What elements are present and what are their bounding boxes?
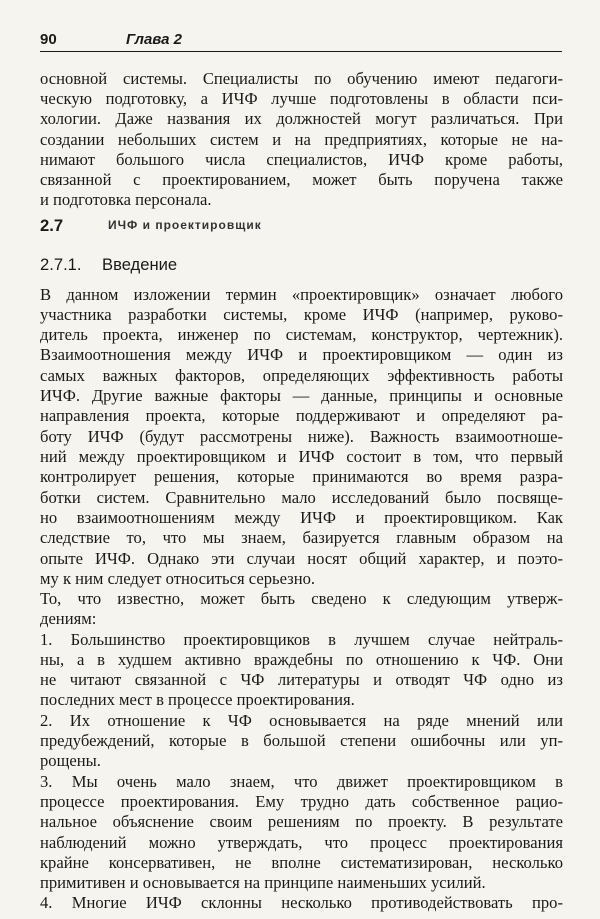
text-line: 2. Их отношение к ЧФ основывается на ряде мнений или [40, 711, 563, 730]
text-line: ческую подготовку, а ИЧФ лучше подготовлены в области пси- [40, 89, 563, 108]
text-line: рощены. [40, 751, 101, 770]
text-line: участника разработки системы, кроме ИЧФ (например, руково- [40, 305, 563, 324]
text-line: нимают большого числа специалистов, ИЧФ кроме работы, [40, 150, 563, 169]
text-line: создании небольших систем и на предприятиях, которые не на- [40, 130, 563, 149]
page-number: 90 [40, 31, 57, 48]
text-line: В данном изложении термин «проектировщик» означает любого [40, 285, 563, 304]
text-line: 4. Многие ИЧФ склонны несколько противодействовать про- [40, 893, 563, 912]
text-line: 3. Мы очень мало знаем, что движет проектировщиком в [40, 772, 563, 791]
text-line: основной системы. Специалисты по обучению имеют педагоги- [40, 69, 563, 88]
text-line: но взаимоотношениям между ИЧФ и проектировщиком. Как [40, 508, 563, 527]
text-line: ИЧФ. Другие важные факторы — данные, принципы и основные [40, 386, 563, 405]
text-line: следствие то, что мы знаем, базируется главным образом на [40, 528, 563, 547]
text-line: То, что известно, может быть сведено к следующим утверж- [40, 589, 563, 608]
text-line: наблюдений можно утверждать, что процесс проектирования [40, 833, 563, 852]
text-line: контролирует решения, которые принимаются во время разра- [40, 467, 563, 486]
text-line: связанной с проектированием, может быть поручена также [40, 170, 563, 189]
text-line: Взаимоотношения между ИЧФ и проектировщиком — один из [40, 345, 563, 364]
text-line: му к ним следует относиться серьезно. [40, 569, 316, 588]
text-line: хологии. Даже названия их должностей могут различаться. При [40, 109, 563, 128]
section-number: 2.7 [40, 216, 64, 235]
text-line: 1. Большинство проектировщиков в лучшем случае нейтраль- [40, 630, 563, 649]
text-line: предубеждений, которые в большой степени ошибочны или уп- [40, 731, 563, 750]
text-line: боту ИЧФ (будут рассмотрены ниже). Важность взаимоотноше- [40, 427, 563, 446]
text-line: ботки систем. Сравнительно мало исследований было посвяще- [40, 488, 563, 507]
text-line: нальное объяснение своим решениям по проекту. В результате [40, 812, 563, 831]
text-line: ний между проектировщиком и ИЧФ состоит в том, что первый [40, 447, 563, 466]
section-title: ИЧФ и проектировщик [108, 218, 262, 232]
text-line: направления проекта, которые поддерживают и определяют ра- [40, 406, 563, 425]
running-header [40, 31, 562, 53]
text-line: самых важных факторов, определяющих эффективность работы [40, 366, 563, 385]
text-line: дитель проекта, инженер по системам, конструктор, чертежник). [40, 325, 563, 344]
subsection-title: Введение [102, 255, 178, 274]
text-line: ны, а в худшем активно враждебны по отношению к ЧФ. Они [40, 650, 563, 669]
text-line: последних мест в процессе проектирования. [40, 690, 355, 709]
text-line: и подготовка персонала. [40, 190, 212, 209]
text-line: дениям: [40, 609, 97, 628]
text-line: крайне консервативен, не вполне систематизирован, несколько [40, 853, 563, 872]
text-line: опыте ИЧФ. Однако эти случаи носят общий характер, и поэто- [40, 549, 563, 568]
text-line: примитивен и основывается на принципе наименьших усилий. [40, 873, 486, 892]
header-rule [40, 51, 562, 52]
text-line: процессе проектирования. Ему трудно дать собственное рацио- [40, 792, 563, 811]
chapter-label: Глава 2 [126, 31, 183, 48]
subsection-number: 2.7.1. [40, 255, 82, 274]
text-line: не читают связанной с ЧФ литературы и отводят ЧФ одно из [40, 670, 563, 689]
